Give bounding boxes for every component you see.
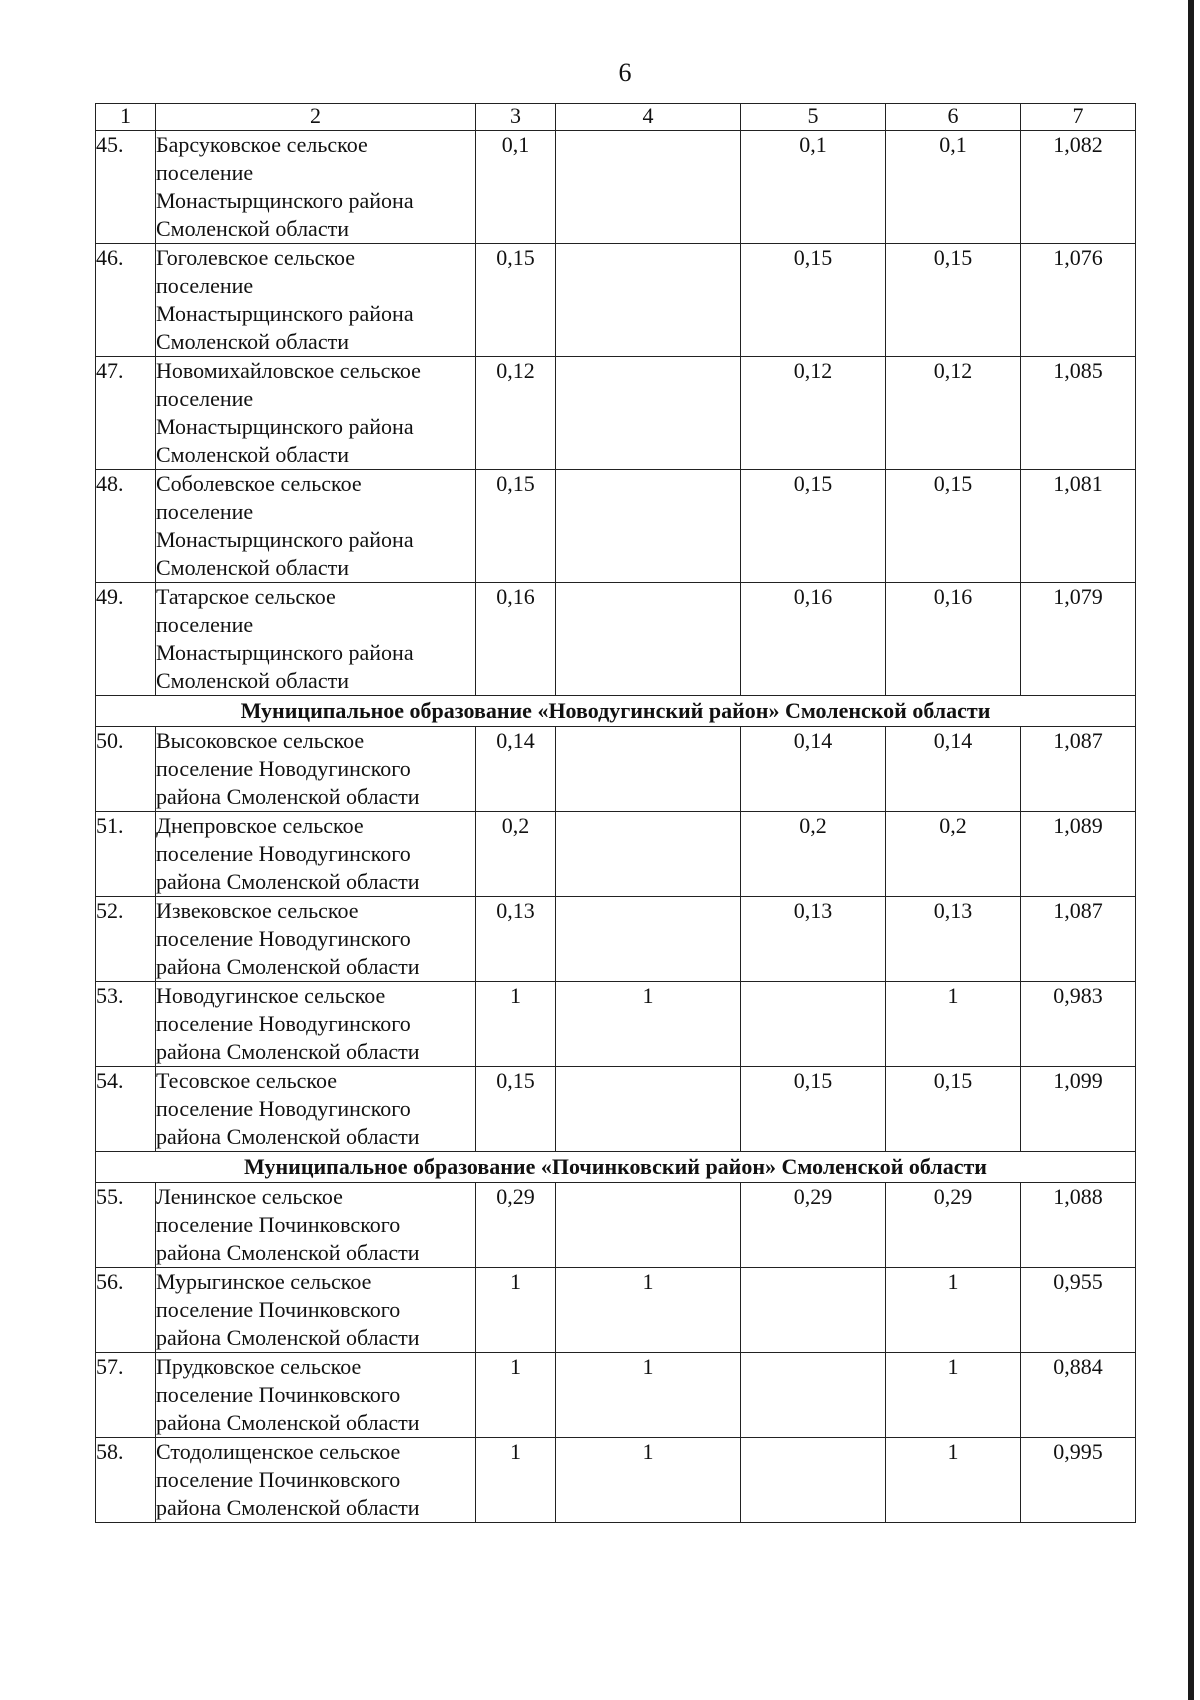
value-cell-c5	[741, 1353, 886, 1438]
settlement-name	[156, 470, 476, 583]
value-cell-c3: 0,12	[476, 357, 556, 470]
table-row	[96, 812, 1136, 897]
settlement-name-line: Смоленской области	[156, 442, 349, 467]
row-number: 58.	[96, 1438, 156, 1523]
header-cell: 2	[156, 104, 476, 131]
value-cell-c3: 0,14	[476, 727, 556, 812]
settlement-name	[156, 244, 476, 357]
value-cell-c7: 1,087	[1021, 727, 1136, 812]
value-cell-c4	[556, 1183, 741, 1268]
value-cell-c7: 1,088	[1021, 1183, 1136, 1268]
settlement-name-line: Извековское сельское	[156, 898, 359, 923]
value-cell-c5	[741, 982, 886, 1067]
row-number: 57.	[96, 1353, 156, 1438]
settlement-name-line: Стодолищенское сельское	[156, 1439, 401, 1464]
value-cell-c5: 0,15	[741, 470, 886, 583]
row-number: 46.	[96, 244, 156, 357]
value-cell-c4	[556, 244, 741, 357]
value-cell-c4: 1	[556, 1438, 741, 1523]
value-cell-c7: 1,076	[1021, 244, 1136, 357]
value-cell-c5: 0,14	[741, 727, 886, 812]
section-row	[96, 696, 1136, 727]
value-cell-c5: 0,29	[741, 1183, 886, 1268]
table-row	[96, 727, 1136, 812]
value-cell-c6: 0,12	[886, 357, 1021, 470]
settlement-name-line: Днепровское сельское	[156, 813, 364, 838]
page-number: 6	[618, 58, 632, 87]
table-row	[96, 982, 1136, 1067]
value-cell-c4	[556, 131, 741, 244]
row-number: 49.	[96, 583, 156, 696]
table-row	[96, 1268, 1136, 1353]
value-cell-c6: 1	[886, 1438, 1021, 1523]
settlement-name-line: Смоленской области	[156, 555, 349, 580]
settlement-name	[156, 1353, 476, 1438]
row-number: 48.	[96, 470, 156, 583]
table-row	[96, 1438, 1136, 1523]
value-cell-c4	[556, 583, 741, 696]
settlement-name-line: Мурыгинское сельское	[156, 1269, 372, 1294]
settlement-name	[156, 1183, 476, 1268]
settlement-name	[156, 897, 476, 982]
value-cell-c6: 1	[886, 982, 1021, 1067]
settlement-name	[156, 1268, 476, 1353]
value-cell-c4: 1	[556, 1353, 741, 1438]
value-cell-c4	[556, 897, 741, 982]
header-cell: 6	[886, 104, 1021, 131]
settlement-name-line: Монастырщинского района	[156, 527, 414, 552]
settlement-name	[156, 1438, 476, 1523]
row-number: 45.	[96, 131, 156, 244]
settlement-name	[156, 357, 476, 470]
settlement-name-line: района Смоленской области	[156, 954, 420, 979]
value-cell-c5: 0,15	[741, 244, 886, 357]
value-cell-c3: 1	[476, 1438, 556, 1523]
header-cell: 3	[476, 104, 556, 131]
value-cell-c6: 0,2	[886, 812, 1021, 897]
settlement-name-line: Монастырщинского района	[156, 188, 414, 213]
value-cell-c6: 0,13	[886, 897, 1021, 982]
row-number: 56.	[96, 1268, 156, 1353]
value-cell-c3: 0,15	[476, 1067, 556, 1152]
settlement-name	[156, 1067, 476, 1152]
table-body	[96, 131, 1136, 1523]
settlement-name-line: района Смоленской области	[156, 1495, 420, 1520]
settlement-name-line: Монастырщинского района	[156, 301, 414, 326]
value-cell-c3: 0,13	[476, 897, 556, 982]
row-number: 50.	[96, 727, 156, 812]
page-edge	[1188, 0, 1194, 1700]
value-cell-c4	[556, 1067, 741, 1152]
settlement-name	[156, 727, 476, 812]
settlement-name-line: Тесовское сельское	[156, 1068, 337, 1093]
value-cell-c3: 1	[476, 982, 556, 1067]
settlement-name-line: района Смоленской области	[156, 1124, 420, 1149]
row-number: 51.	[96, 812, 156, 897]
value-cell-c6: 1	[886, 1268, 1021, 1353]
value-cell-c3: 0,1	[476, 131, 556, 244]
value-cell-c6: 0,29	[886, 1183, 1021, 1268]
table-row	[96, 1353, 1136, 1438]
value-cell-c5: 0,12	[741, 357, 886, 470]
value-cell-c6: 1	[886, 1353, 1021, 1438]
value-cell-c6: 0,15	[886, 1067, 1021, 1152]
header-cell: 5	[741, 104, 886, 131]
value-cell-c6: 0,15	[886, 470, 1021, 583]
table-header-row	[96, 104, 1136, 131]
value-cell-c7: 1,089	[1021, 812, 1136, 897]
value-cell-c6: 0,16	[886, 583, 1021, 696]
settlement-name-line: поселение	[156, 499, 254, 524]
table-row	[96, 1183, 1136, 1268]
table-row	[96, 470, 1136, 583]
value-cell-c4	[556, 812, 741, 897]
settlement-name	[156, 131, 476, 244]
settlement-name-line: поселение Починковского	[156, 1382, 401, 1407]
settlement-name-line: Гоголевское сельское	[156, 245, 356, 270]
table-row	[96, 1067, 1136, 1152]
value-cell-c7: 1,079	[1021, 583, 1136, 696]
value-cell-c3: 0,2	[476, 812, 556, 897]
settlement-name-line: поселение Новодугинского	[156, 1011, 411, 1036]
value-cell-c3: 0,16	[476, 583, 556, 696]
settlement-name-line: района Смоленской области	[156, 784, 420, 809]
value-cell-c7: 0,884	[1021, 1353, 1136, 1438]
row-number: 47.	[96, 357, 156, 470]
header-cell: 1	[96, 104, 156, 131]
value-cell-c3: 1	[476, 1268, 556, 1353]
settlement-name-line: поселение Починковского	[156, 1297, 401, 1322]
value-cell-c6: 0,1	[886, 131, 1021, 244]
value-cell-c7: 1,085	[1021, 357, 1136, 470]
settlement-name	[156, 583, 476, 696]
settlement-name	[156, 812, 476, 897]
settlement-name-line: района Смоленской области	[156, 869, 420, 894]
value-cell-c6: 0,14	[886, 727, 1021, 812]
row-number: 53.	[96, 982, 156, 1067]
table-row	[96, 131, 1136, 244]
value-cell-c3: 1	[476, 1353, 556, 1438]
settlement-name-line: Новодугинское сельское	[156, 983, 386, 1008]
table-row	[96, 897, 1136, 982]
row-number: 55.	[96, 1183, 156, 1268]
value-cell-c7: 0,995	[1021, 1438, 1136, 1523]
header-cell: 4	[556, 104, 741, 131]
settlement-name-line: района Смоленской области	[156, 1240, 420, 1265]
settlement-name-line: Прудковское сельское	[156, 1354, 362, 1379]
value-cell-c5: 0,16	[741, 583, 886, 696]
section-heading: Муниципальное образование «Починковский район» Смоленской области	[96, 1152, 1136, 1183]
value-cell-c5: 0,2	[741, 812, 886, 897]
row-number: 52.	[96, 897, 156, 982]
settlement-name	[156, 982, 476, 1067]
value-cell-c4: 1	[556, 982, 741, 1067]
settlement-name-line: Ленинское сельское	[156, 1184, 343, 1209]
settlement-name-line: Смоленской области	[156, 329, 349, 354]
settlement-name-line: поселение Новодугинского	[156, 756, 411, 781]
settlement-name-line: поселение Новодугинского	[156, 926, 411, 951]
value-cell-c7: 1,087	[1021, 897, 1136, 982]
settlement-name-line: района Смоленской области	[156, 1325, 420, 1350]
value-cell-c5	[741, 1268, 886, 1353]
value-cell-c7: 0,983	[1021, 982, 1136, 1067]
table-row	[96, 357, 1136, 470]
value-cell-c4	[556, 357, 741, 470]
data-table	[95, 103, 1136, 1523]
settlement-name-line: Высоковское сельское	[156, 728, 365, 753]
section-row	[96, 1152, 1136, 1183]
settlement-name-line: Смоленской области	[156, 216, 349, 241]
settlement-name-line: Монастырщинского района	[156, 640, 414, 665]
value-cell-c7: 1,081	[1021, 470, 1136, 583]
settlement-name-line: Смоленской области	[156, 668, 349, 693]
value-cell-c3: 0,29	[476, 1183, 556, 1268]
value-cell-c5: 0,1	[741, 131, 886, 244]
value-cell-c3: 0,15	[476, 244, 556, 357]
settlement-name-line: района Смоленской области	[156, 1410, 420, 1435]
settlement-name-line: поселение Починковского	[156, 1212, 401, 1237]
value-cell-c6: 0,15	[886, 244, 1021, 357]
table-row	[96, 583, 1136, 696]
settlement-name-line: Татарское сельское	[156, 584, 336, 609]
settlement-name-line: поселение	[156, 273, 254, 298]
settlement-name-line: поселение Новодугинского	[156, 841, 411, 866]
settlement-name-line: Новомихайловское сельское	[156, 358, 421, 383]
settlement-name-line: Барсуковское сельское	[156, 132, 368, 157]
value-cell-c4	[556, 470, 741, 583]
settlement-name-line: поселение Новодугинского	[156, 1096, 411, 1121]
header-cell: 7	[1021, 104, 1136, 131]
settlement-name-line: поселение Починковского	[156, 1467, 401, 1492]
value-cell-c5: 0,15	[741, 1067, 886, 1152]
settlement-name-line: района Смоленской области	[156, 1039, 420, 1064]
settlement-name-line: Монастырщинского района	[156, 414, 414, 439]
value-cell-c5: 0,13	[741, 897, 886, 982]
settlement-name-line: поселение	[156, 160, 254, 185]
section-heading: Муниципальное образование «Новодугинский район» Смоленской области	[96, 696, 1136, 727]
settlement-name-line: поселение	[156, 612, 254, 637]
value-cell-c4	[556, 727, 741, 812]
value-cell-c5	[741, 1438, 886, 1523]
value-cell-c4: 1	[556, 1268, 741, 1353]
value-cell-c7: 1,082	[1021, 131, 1136, 244]
value-cell-c3: 0,15	[476, 470, 556, 583]
settlement-name-line: Соболевское сельское	[156, 471, 362, 496]
settlement-name-line: поселение	[156, 386, 254, 411]
row-number: 54.	[96, 1067, 156, 1152]
value-cell-c7: 0,955	[1021, 1268, 1136, 1353]
table-row	[96, 244, 1136, 357]
value-cell-c7: 1,099	[1021, 1067, 1136, 1152]
